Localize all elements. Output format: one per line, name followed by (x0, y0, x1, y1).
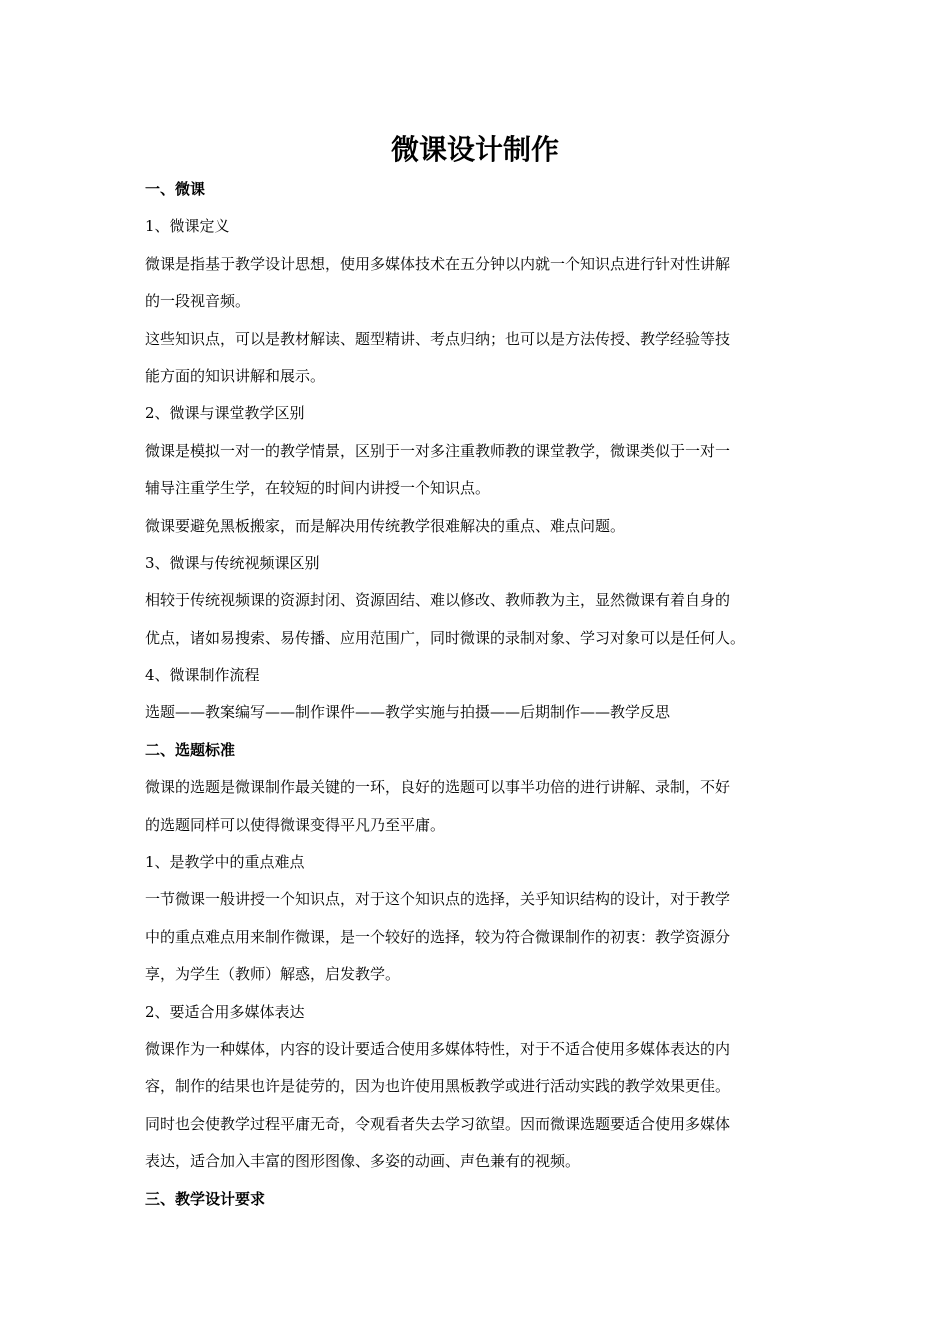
page-title: 微课设计制作 (390, 133, 559, 166)
section-heading: 二、选题标准 (145, 740, 236, 759)
text-line: 1、是教学中的重点难点 (145, 853, 305, 872)
text-line: 微课是模拟一对一的教学情景，区别于一对多注重教师教的课堂教学，微课类似于一对一 (145, 441, 731, 460)
text-line: 微课的选题是微课制作最关键的一环，良好的选题可以事半功倍的进行讲解、录制，不好 (145, 778, 731, 797)
text-line: 微课要避免黑板搬家，而是解决用传统教学很难解决的重点、难点问题。 (145, 516, 626, 535)
text-line: 表达，适合加入丰富的图形图像、多姿的动画、声色兼有的视频。 (145, 1152, 581, 1171)
text-line: 容，制作的结果也许是徒劳的，因为也许使用黑板教学或进行活动实践的教学效果更佳。 (145, 1077, 731, 1096)
text-line: 选题——教案编写——制作课件——教学实施与拍摄——后期制作——教学反思 (145, 703, 671, 722)
text-line: 2、要适合用多媒体表达 (145, 1002, 305, 1021)
text-line: 2、微课与课堂教学区别 (145, 404, 305, 423)
text-line: 享，为学生（教师）解惑，启发教学。 (145, 965, 401, 984)
text-line: 的一段视音频。 (145, 292, 251, 311)
text-line: 同时也会使教学过程平庸无奇，令观看者失去学习欲望。因而微课选题要适合使用多媒体 (145, 1114, 731, 1133)
text-line: 优点，诸如易搜索、易传播、应用范围广，同时微课的录制对象、学习对象可以是任何人。 (145, 628, 746, 647)
text-line: 的选题同样可以使得微课变得平凡乃至平庸。 (145, 815, 446, 834)
text-line: 微课是指基于教学设计思想，使用多媒体技术在五分钟以内就一个知识点进行针对性讲解 (145, 254, 731, 273)
text-line: 1、微课定义 (145, 217, 230, 236)
section-heading: 一、微课 (145, 180, 206, 198)
text-line: 微课作为一种媒体，内容的设计要适合使用多媒体特性，对于不适合使用多媒体表达的内 (145, 1039, 731, 1058)
text-line: 一节微课一般讲授一个知识点，对于这个知识点的选择，关乎知识结构的设计，对于教学 (145, 890, 731, 909)
text-line: 4、微课制作流程 (145, 666, 260, 685)
text-line: 3、微课与传统视频课区别 (145, 553, 320, 572)
text-line: 相较于传统视频课的资源封闭、资源固结、难以修改、教师教为主，显然微课有着自身的 (145, 591, 731, 610)
text-line: 中的重点难点用来制作微课，是一个较好的选择，较为符合微课制作的初衷：教学资源分 (145, 927, 731, 946)
text-line: 这些知识点，可以是教材解读、题型精讲、考点归纳；也可以是方法传授、教学经验等技 (145, 329, 731, 348)
document-body (145, 171, 810, 1218)
text-line: 辅导注重学生学，在较短的时间内讲授一个知识点。 (145, 479, 491, 498)
section-heading: 三、教学设计要求 (145, 1189, 266, 1208)
text-line: 能方面的知识讲解和展示。 (145, 366, 326, 385)
